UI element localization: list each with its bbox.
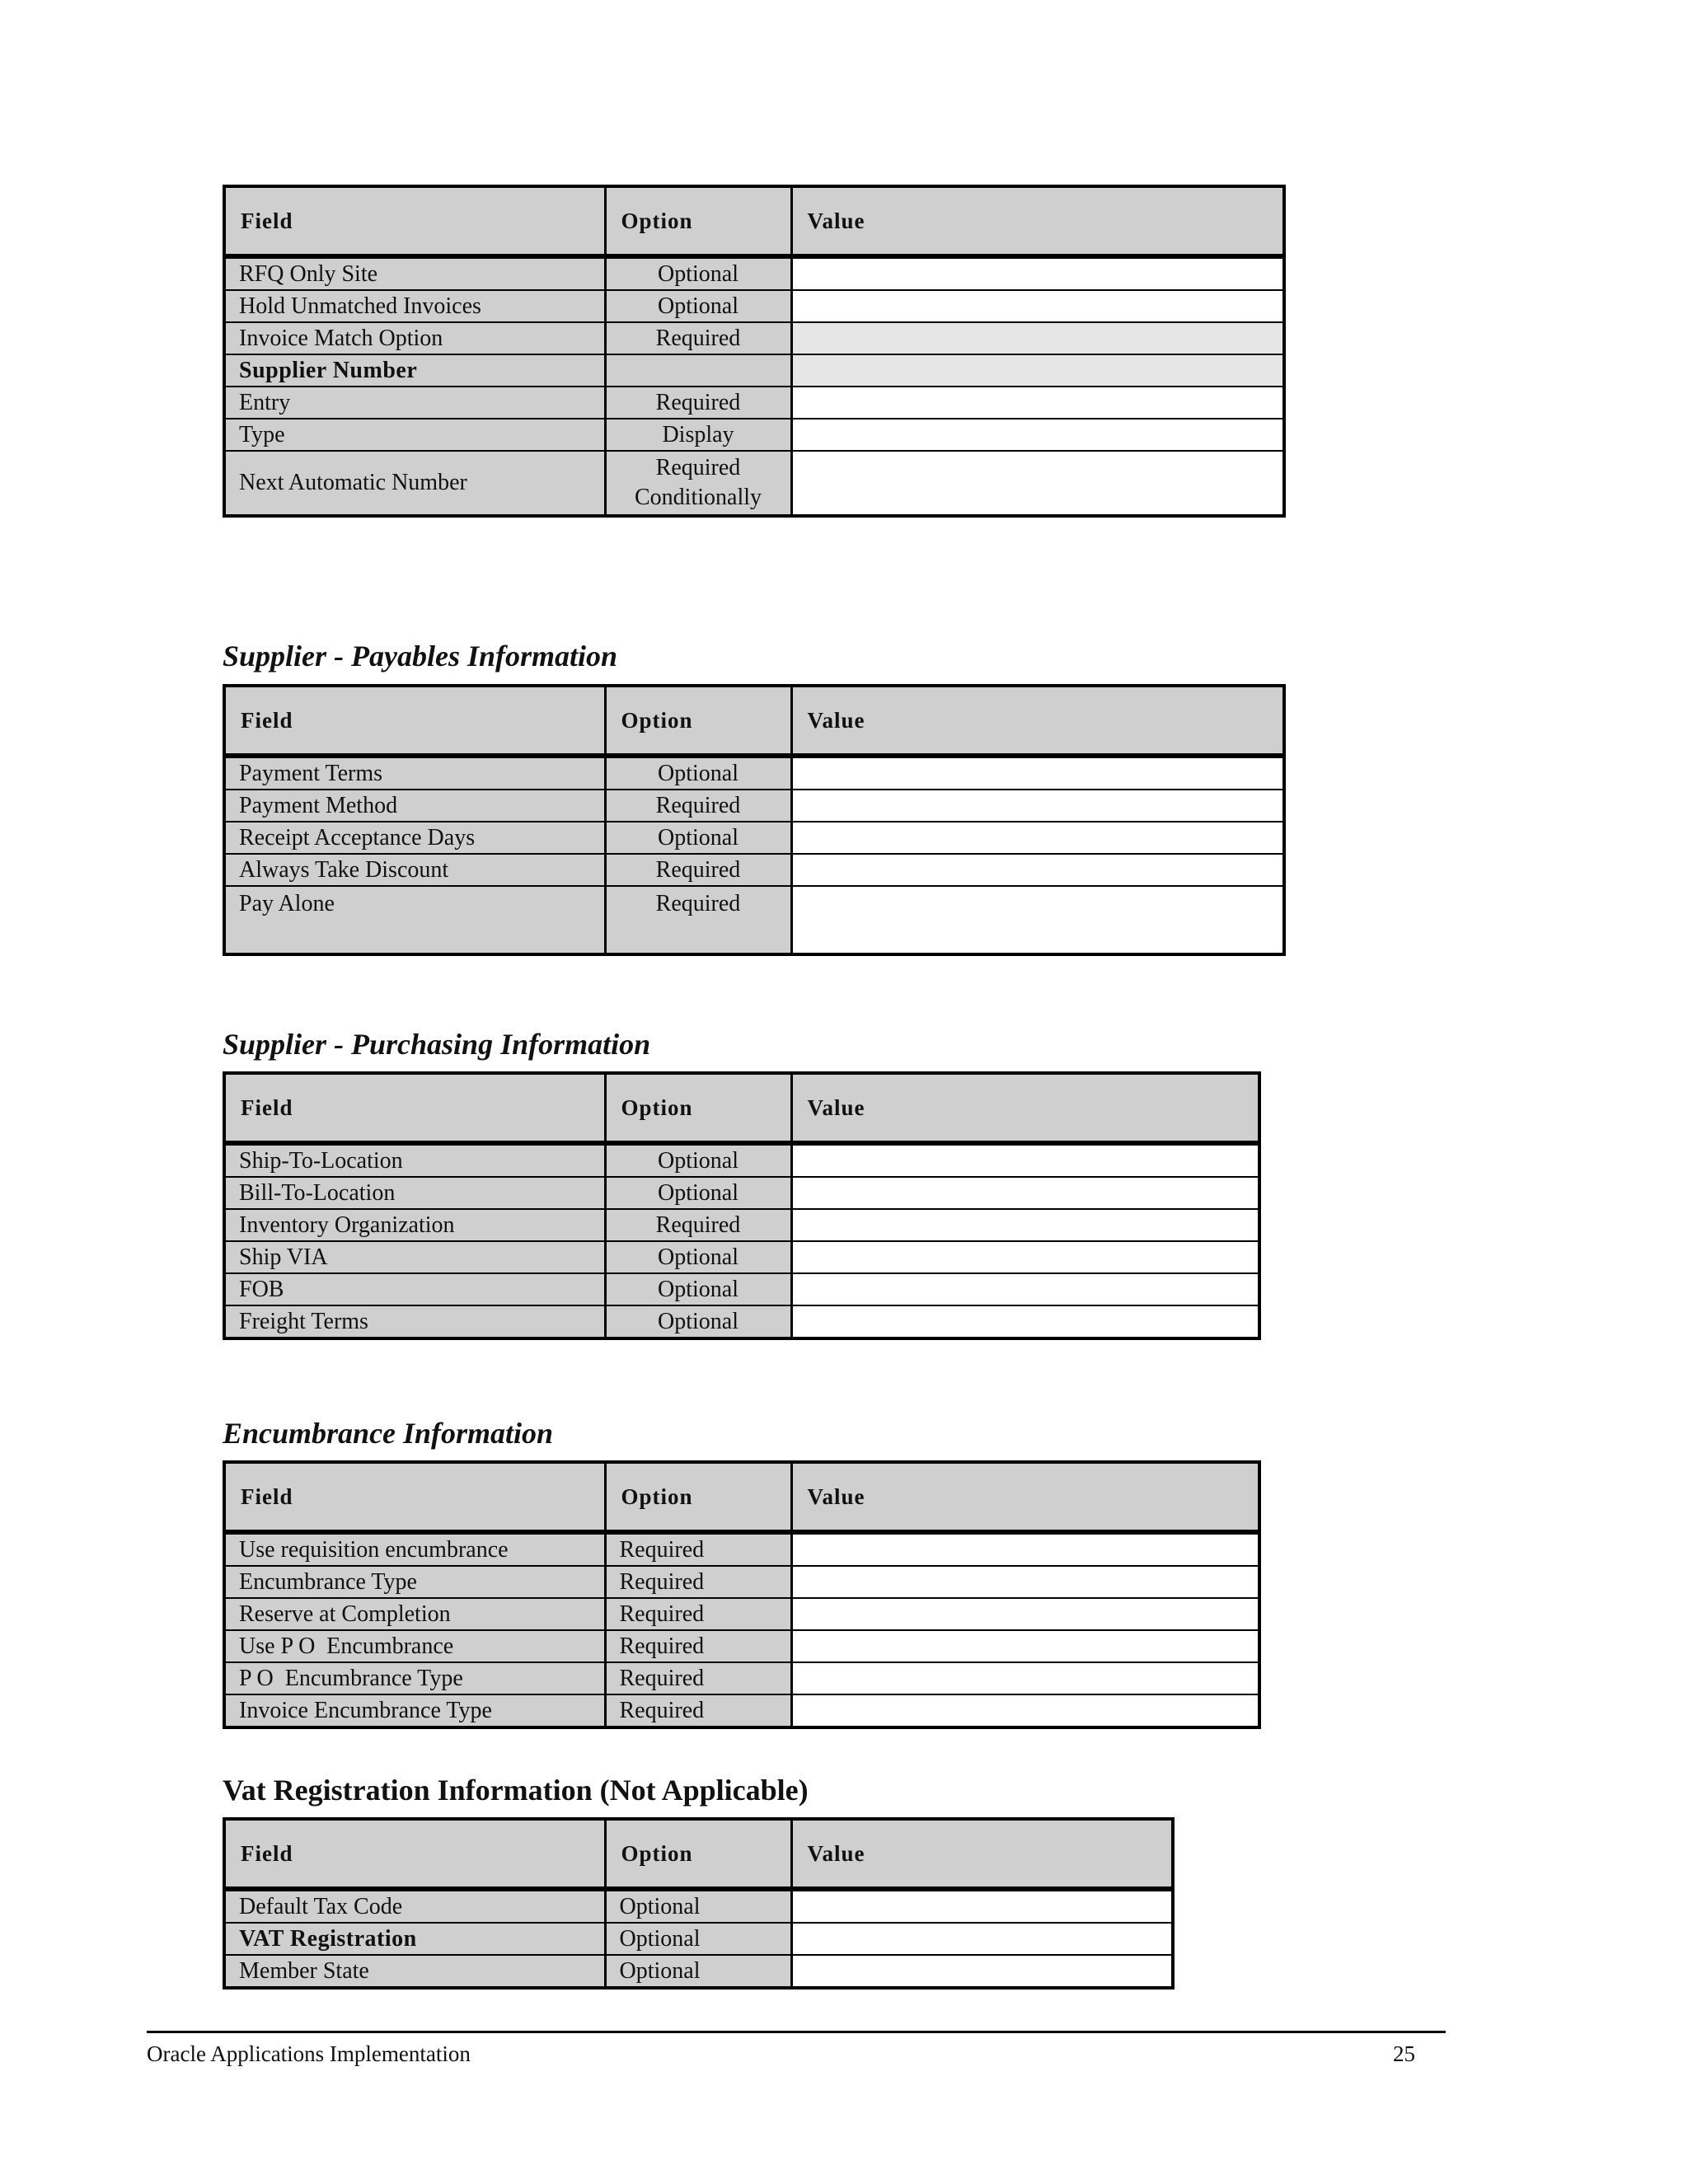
table-header-row — [224, 1462, 1259, 1532]
option-cell: Optional — [605, 1923, 791, 1955]
table-row — [224, 1598, 1259, 1630]
encumbrance-table — [223, 1460, 1261, 1729]
option-cell: Required — [605, 1598, 791, 1630]
table-row — [224, 1532, 1259, 1566]
table-header-row — [224, 1073, 1259, 1143]
option-cell: Required — [605, 886, 791, 954]
value-cell[interactable] — [791, 756, 1284, 790]
option-cell: Required — [605, 790, 791, 822]
value-cell[interactable] — [791, 1273, 1259, 1305]
table-row — [224, 1241, 1259, 1273]
option-column-header: Option — [605, 686, 791, 756]
option-cell: Optional — [605, 1177, 791, 1209]
encumbrance-section — [223, 1418, 553, 1448]
value-cell[interactable] — [791, 1532, 1259, 1566]
option-column-header: Option — [605, 186, 791, 256]
field-cell: Ship VIA — [224, 1241, 605, 1273]
value-cell[interactable] — [791, 822, 1284, 854]
table-header-row — [224, 1819, 1173, 1889]
table-row — [224, 1209, 1259, 1241]
table-row — [224, 1889, 1173, 1923]
field-cell: Next Automatic Number — [224, 451, 605, 516]
section-heading: Supplier - Payables Information — [223, 640, 618, 673]
option-cell: Display — [605, 419, 791, 451]
field-cell: Inventory Organization — [224, 1209, 605, 1241]
field-cell: Payment Terms — [224, 756, 605, 790]
purchasing-table-block — [223, 1071, 1261, 1340]
field-column-header: Field — [224, 686, 605, 756]
field-cell: FOB — [224, 1273, 605, 1305]
field-cell: Always Take Discount — [224, 854, 605, 886]
table-row — [224, 886, 1284, 954]
table-row — [224, 1662, 1259, 1694]
option-cell: Required — [605, 1662, 791, 1694]
table-row — [224, 354, 1284, 387]
value-cell — [791, 354, 1284, 387]
field-cell: Use P O Encumbrance — [224, 1630, 605, 1662]
value-cell[interactable] — [791, 886, 1284, 954]
field-cell: Entry — [224, 387, 605, 419]
value-cell[interactable] — [791, 322, 1284, 354]
option-cell: Required — [605, 1566, 791, 1598]
value-cell[interactable] — [791, 1241, 1259, 1273]
value-column-header: Value — [791, 686, 1284, 756]
table-row — [224, 854, 1284, 886]
table-row — [224, 1694, 1259, 1727]
table-row — [224, 1177, 1259, 1209]
field-column-header: Field — [224, 186, 605, 256]
section-label-cell: Supplier Number — [224, 354, 605, 387]
value-cell[interactable] — [791, 1598, 1259, 1630]
field-cell: Default Tax Code — [224, 1889, 605, 1923]
field-cell: Member State — [224, 1955, 605, 1988]
table-row — [224, 256, 1284, 290]
value-cell[interactable] — [791, 1566, 1259, 1598]
value-cell[interactable] — [791, 419, 1284, 451]
table-row — [224, 1630, 1259, 1662]
value-column-header: Value — [791, 1819, 1173, 1889]
table-row — [224, 822, 1284, 854]
field-cell: Ship-To-Location — [224, 1143, 605, 1177]
option-cell: Optional — [605, 256, 791, 290]
option-cell: Required — [605, 854, 791, 886]
option-cell: Optional — [605, 290, 791, 322]
option-cell: Optional — [605, 1955, 791, 1988]
field-cell: Payment Method — [224, 790, 605, 822]
field-column-header: Field — [224, 1073, 605, 1143]
section-heading: Encumbrance Information — [223, 1417, 554, 1450]
value-cell[interactable] — [791, 451, 1284, 516]
value-cell[interactable] — [791, 1955, 1173, 1988]
field-cell: Bill-To-Location — [224, 1177, 605, 1209]
value-cell[interactable] — [791, 290, 1284, 322]
vat-section — [223, 1775, 809, 1805]
supplier-site-table — [223, 185, 1286, 518]
option-cell: Optional — [605, 1241, 791, 1273]
footer-divider — [147, 2031, 1446, 2033]
table-row — [224, 790, 1284, 822]
field-cell: Freight Terms — [224, 1305, 605, 1338]
table-row — [224, 387, 1284, 419]
option-cell: Optional — [605, 822, 791, 854]
table-header-row — [224, 686, 1284, 756]
table-row — [224, 290, 1284, 322]
field-cell: Hold Unmatched Invoices — [224, 290, 605, 322]
field-column-header: Field — [224, 1462, 605, 1532]
option-cell: Required — [605, 322, 791, 354]
table-row — [224, 1923, 1173, 1955]
table-row — [224, 1566, 1259, 1598]
option-cell — [605, 354, 791, 387]
value-cell[interactable] — [791, 1305, 1259, 1338]
table-header-row — [224, 186, 1284, 256]
table-row — [224, 1143, 1259, 1177]
field-cell: Reserve at Completion — [224, 1598, 605, 1630]
footer-page-number: 25 — [1393, 2041, 1415, 2066]
option-cell: Required — [605, 1694, 791, 1727]
field-cell: Receipt Acceptance Days — [224, 822, 605, 854]
value-cell[interactable] — [791, 854, 1284, 886]
field-column-header: Field — [224, 1819, 605, 1889]
table-row — [224, 756, 1284, 790]
option-cell: Optional — [605, 1889, 791, 1923]
payables-table — [223, 684, 1286, 956]
table-row — [224, 419, 1284, 451]
option-cell: Optional — [605, 756, 791, 790]
value-cell[interactable] — [791, 1177, 1259, 1209]
option-column-header: Option — [605, 1462, 791, 1532]
value-column-header: Value — [791, 186, 1284, 256]
field-cell: Invoice Match Option — [224, 322, 605, 354]
option-cell: Required Conditionally — [605, 451, 791, 516]
option-cell: Required — [605, 1209, 791, 1241]
value-cell[interactable] — [791, 790, 1284, 822]
field-cell: P O Encumbrance Type — [224, 1662, 605, 1694]
value-cell[interactable] — [791, 387, 1284, 419]
vat-table-block — [223, 1817, 1175, 1990]
option-cell: Optional — [605, 1143, 791, 1177]
field-cell: Encumbrance Type — [224, 1566, 605, 1598]
value-cell[interactable] — [791, 1662, 1259, 1694]
field-cell: RFQ Only Site — [224, 256, 605, 290]
encumbrance-table-block — [223, 1460, 1261, 1729]
value-cell[interactable] — [791, 1630, 1259, 1662]
vat-table — [223, 1817, 1175, 1990]
value-cell[interactable] — [791, 1923, 1173, 1955]
field-cell: Pay Alone — [224, 886, 605, 954]
option-column-header: Option — [605, 1819, 791, 1889]
value-cell[interactable] — [791, 1694, 1259, 1727]
payables-table-block — [223, 684, 1286, 956]
field-cell: Invoice Encumbrance Type — [224, 1694, 605, 1727]
option-cell: Optional — [605, 1305, 791, 1338]
value-column-header: Value — [791, 1073, 1259, 1143]
table-row — [224, 451, 1284, 516]
value-cell[interactable] — [791, 1209, 1259, 1241]
table-row — [224, 1273, 1259, 1305]
footer-document-title: Oracle Applications Implementation — [147, 2041, 471, 2066]
section-heading: Vat Registration Information (Not Applicable) — [223, 1774, 809, 1807]
option-cell: Optional — [605, 1273, 791, 1305]
field-cell: Type — [224, 419, 605, 451]
option-cell: Required — [605, 1630, 791, 1662]
table-row — [224, 322, 1284, 354]
purchasing-section — [223, 1029, 650, 1059]
value-cell[interactable] — [791, 1889, 1173, 1923]
table-row — [224, 1955, 1173, 1988]
table-row — [224, 1305, 1259, 1338]
option-cell: Required — [605, 387, 791, 419]
field-cell: VAT Registration — [224, 1923, 605, 1955]
purchasing-table — [223, 1071, 1261, 1340]
section-heading: Supplier - Purchasing Information — [223, 1028, 651, 1061]
value-cell[interactable] — [791, 256, 1284, 290]
field-cell: Use requisition encumbrance — [224, 1532, 605, 1566]
value-cell[interactable] — [791, 1143, 1259, 1177]
payables-section — [223, 641, 617, 671]
value-column-header: Value — [791, 1462, 1259, 1532]
option-cell: Required — [605, 1532, 791, 1566]
option-column-header: Option — [605, 1073, 791, 1143]
supplier-site-table-block — [223, 185, 1286, 518]
